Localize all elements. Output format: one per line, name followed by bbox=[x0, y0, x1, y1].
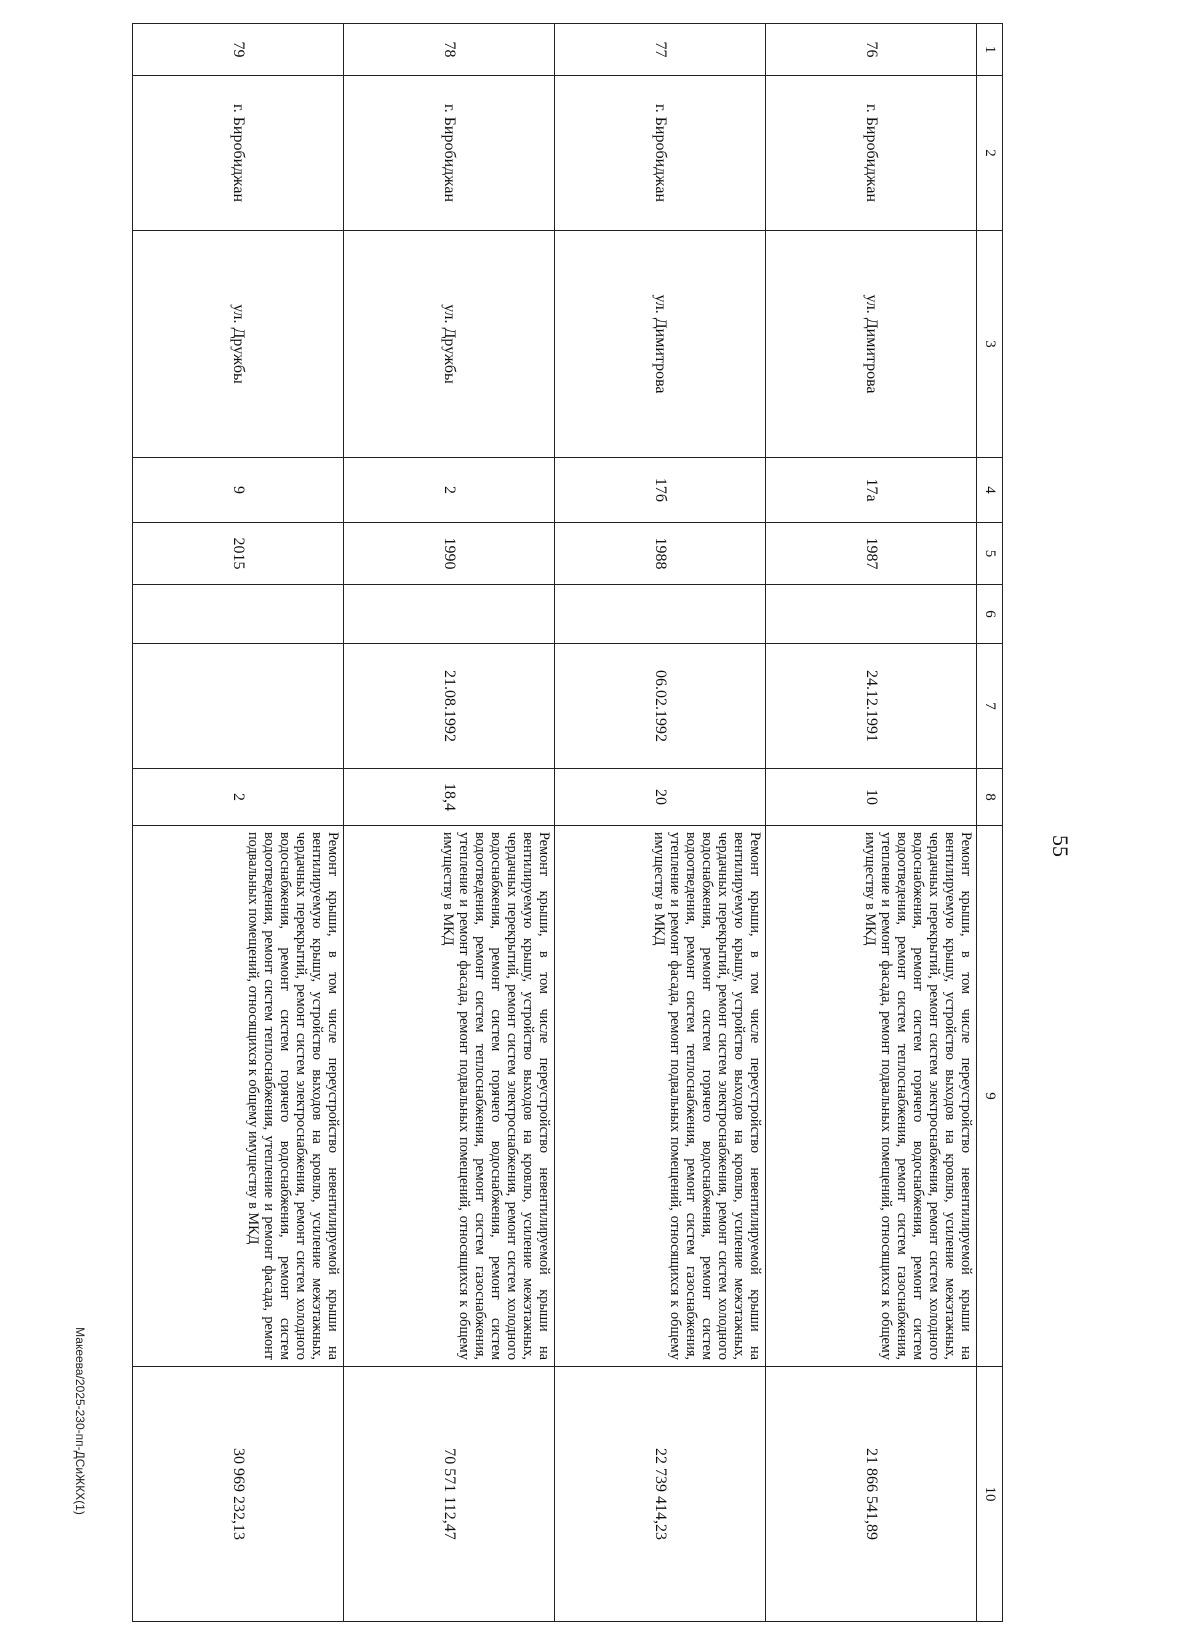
works-cell: Ремонт крыши, в том числе переустройство невентилируемой крыши на вентилируемую крышу, устройство выходов на кровлю, усиление межэтажных, чердачных перекрытий, ремонт систем электроснабжения, ремонт систем холодного водоснабжения, ремонт систем горячего водоснабжения, ремонт систем водоотведения, ремонт систем теплоснабжения, ремонт систем газоснабжения, утепление и ремонт фасада, ремонт подвальных помещений, относящихся к общему имуществу в МКД bbox=[344, 826, 555, 1367]
city-cell: г. Биробиджан bbox=[766, 76, 977, 231]
column-header: 9 bbox=[977, 826, 1003, 1367]
col8-cell: 18,4 bbox=[344, 769, 555, 826]
row-number: 79 bbox=[133, 24, 344, 76]
table-row bbox=[344, 24, 555, 1622]
column-header: 5 bbox=[977, 523, 1003, 585]
works-cell: Ремонт крыши, в том числе переустройство невентилируемой крыши на вентилируемую крышу, устройство выходов на кровлю, усиление межэтажных, чердачных перекрытий, ремонт систем электроснабжения, ремонт систем холодного водоснабжения, ремонт систем горячего водоснабжения, ремонт систем водоотведения, ремонт систем теплоснабжения, ремонт систем газоснабжения, утепление и ремонт фасада, ремонт подвальных помещений, относящихся к общему имуществу в МКД bbox=[555, 826, 766, 1367]
year-cell: 1987 bbox=[766, 523, 977, 585]
cost-cell: 30 969 232,13 bbox=[133, 1367, 344, 1622]
street-cell: ул. Дружбы bbox=[133, 231, 344, 458]
house-cell: 17б bbox=[555, 458, 766, 523]
date-cell bbox=[133, 644, 344, 769]
column-header: 8 bbox=[977, 769, 1003, 826]
table-row bbox=[766, 24, 977, 1622]
column-header: 4 bbox=[977, 458, 1003, 523]
row-number: 78 bbox=[344, 24, 555, 76]
works-cell: Ремонт крыши, в том числе переустройство невентилируемой крыши на вентилируемую крышу, устройство выходов на кровлю, усиление межэтажных, чердачных перекрытий, ремонт систем электроснабжения, ремонт систем холодного водоснабжения, ремонт систем горячего водоснабжения, ремонт систем водоотведения, ремонт систем теплоснабжения, утепление и ремонт фасада, ремонт подвальных помещений, относящихся к общему имуществу в МКД bbox=[133, 826, 344, 1367]
col8-cell: 2 bbox=[133, 769, 344, 826]
repair-plan-table-wrapper bbox=[152, 23, 1003, 1621]
repair-plan-table bbox=[132, 23, 1003, 1622]
works-cell: Ремонт крыши, в том числе переустройство невентилируемой крыши на вентилируемую крышу, устройство выходов на кровлю, усиление межэтажных, чердачных перекрытий, ремонт систем электроснабжения, ремонт систем холодного водоснабжения, ремонт систем горячего водоснабжения, ремонт систем водоотведения, ремонт систем теплоснабжения, ремонт систем газоснабжения, утепление и ремонт фасада, ремонт подвальных помещений, относящихся к общему имуществу в МКД bbox=[766, 826, 977, 1367]
col6-cell bbox=[766, 585, 977, 644]
column-number-row bbox=[977, 24, 1003, 1622]
street-cell: ул. Димитрова bbox=[555, 231, 766, 458]
city-cell: г. Биробиджан bbox=[555, 76, 766, 231]
street-cell: ул. Димитрова bbox=[766, 231, 977, 458]
col8-cell: 10 bbox=[766, 769, 977, 826]
column-header: 6 bbox=[977, 585, 1003, 644]
house-cell: 9 bbox=[133, 458, 344, 523]
year-cell: 1990 bbox=[344, 523, 555, 585]
city-cell: г. Биробиджан bbox=[344, 76, 555, 231]
column-header: 1 bbox=[977, 24, 1003, 76]
city-cell: г. Биробиджан bbox=[133, 76, 344, 231]
street-cell: ул. Дружбы bbox=[344, 231, 555, 458]
house-cell: 2 bbox=[344, 458, 555, 523]
table-row bbox=[133, 24, 344, 1622]
col8-cell: 20 bbox=[555, 769, 766, 826]
col6-cell bbox=[133, 585, 344, 644]
row-number: 77 bbox=[555, 24, 766, 76]
document-reference: Макеева/2025-230-пп-ДСиЖКХ(1) bbox=[73, 1327, 87, 1515]
column-header: 2 bbox=[977, 76, 1003, 231]
column-header: 3 bbox=[977, 231, 1003, 458]
date-cell: 24.12.1991 bbox=[766, 644, 977, 769]
column-header: 7 bbox=[977, 644, 1003, 769]
house-cell: 17а bbox=[766, 458, 977, 523]
table-row bbox=[555, 24, 766, 1622]
page-number: 55 bbox=[1048, 835, 1073, 857]
date-cell: 06.02.1992 bbox=[555, 644, 766, 769]
cost-cell: 21 866 541,89 bbox=[766, 1367, 977, 1622]
col6-cell bbox=[555, 585, 766, 644]
column-header: 10 bbox=[977, 1367, 1003, 1622]
cost-cell: 22 739 414,23 bbox=[555, 1367, 766, 1622]
cost-cell: 70 571 112,47 bbox=[344, 1367, 555, 1622]
date-cell: 21.08.1992 bbox=[344, 644, 555, 769]
year-cell: 1988 bbox=[555, 523, 766, 585]
col6-cell bbox=[344, 585, 555, 644]
year-cell: 2015 bbox=[133, 523, 344, 585]
row-number: 76 bbox=[766, 24, 977, 76]
